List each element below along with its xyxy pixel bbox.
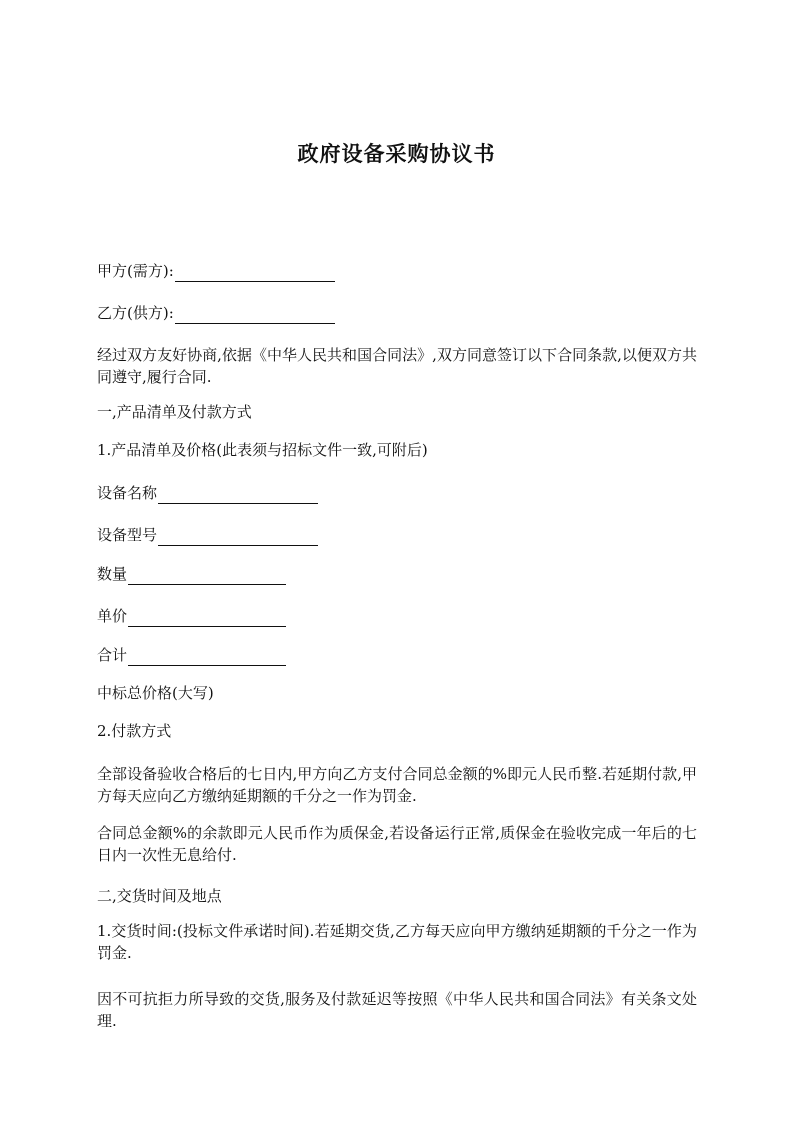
party-a-line (97, 260, 335, 282)
payment-paragraph-2: 合同总金额%的余款即元人民币作为质保金,若设备运行正常,质保金在验收完成一年后的七日内一次性无息给付. (97, 824, 697, 864)
intro-paragraph: 经过双方友好协商,依据《中华人民共和国合同法》,双方同意签订以下合同条款,以便双方共同遵守,履行合同. (97, 346, 697, 386)
total-label: 合计 (97, 646, 128, 664)
section2-heading: 二,交货时间及地点 (97, 887, 222, 905)
quantity-blank (128, 566, 286, 585)
equipment-name-label: 设备名称 (97, 484, 158, 502)
payment-paragraph-1: 全部设备验收合格后的七日内,甲方向乙方支付合同总金额的%即元人民币整.若延期付款,甲方每天应向乙方缴纳延期额的千分之一作为罚金. (97, 765, 697, 805)
total-line (97, 644, 286, 666)
item1-heading: 1.产品清单及价格(此表须与招标文件一致,可附后) (97, 441, 428, 459)
item2-heading: 2.付款方式 (97, 722, 172, 740)
equipment-model-line (97, 524, 318, 546)
section1-heading: 一,产品清单及付款方式 (97, 403, 252, 421)
equipment-model-blank (158, 527, 318, 546)
party-b-label: 乙方(供方): (97, 304, 174, 322)
delivery-paragraph-2: 因不可抗拒力所导致的交货,服务及付款延迟等按照《中华人民共和国合同法》有关条文处理. (97, 990, 697, 1030)
total-blank (128, 647, 286, 666)
quantity-line (97, 563, 286, 585)
unit-price-label: 单价 (97, 607, 128, 625)
party-b-line (97, 302, 335, 324)
party-a-label: 甲方(需方): (97, 262, 174, 280)
unit-price-blank (128, 608, 286, 627)
document-title: 政府设备采购协议书 (297, 141, 496, 166)
equipment-model-label: 设备型号 (97, 526, 158, 544)
delivery-paragraph-1: 1.交货时间:(投标文件承诺时间).若延期交货,乙方每天应向甲方缴纳延期额的千分之一作为罚金. (97, 922, 697, 962)
equipment-name-line (97, 482, 318, 504)
party-b-blank (175, 305, 335, 324)
party-a-blank (175, 263, 335, 282)
equipment-name-blank (158, 485, 318, 504)
quantity-label: 数量 (97, 565, 128, 583)
unit-price-line (97, 605, 286, 627)
bid-total-label: 中标总价格(大写) (97, 684, 214, 702)
